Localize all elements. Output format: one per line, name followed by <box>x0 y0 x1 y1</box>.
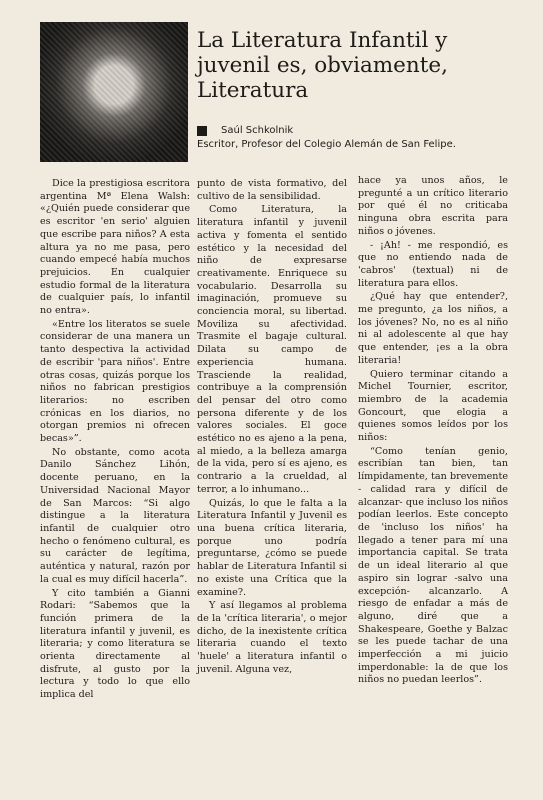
article-title: La Literatura Infantil y juvenil es, obviamente, Literatura <box>197 28 448 103</box>
column-1 <box>40 178 190 703</box>
paragraph: - ¡Ah! - me respondió, es que no entiendo nada de 'cabros' (textual) ni de literatura para ellos. <box>358 239 508 289</box>
paragraph: Y cito también a Gianni Rodari: “Sabemos que la función primera de la literatura infantil y juvenil, es literaria; y como literatura se orienta directamente al disfrute, al gusto por la lectura y todo lo que ello implica del <box>40 587 190 701</box>
paragraph: Y así llegamos al problema de la 'crítica literaria', o mejor dicho, de la inexistente crítica literaria cuando el texto 'huele' a literatura infantil o juvenil. Alguna vez, <box>197 600 347 675</box>
byline <box>197 124 517 152</box>
paragraph: hace ya unos años, le pregunté a un crítico literario por qué él no criticaba ninguna obra escrita para niños o jóvenes. <box>358 175 508 237</box>
paragraph: punto de vista formativo, del cultivo de la sensibilidad. <box>197 178 347 202</box>
paragraph: Quizás, lo que le falta a la Literatura Infantil y Juvenil es una buena crítica literaria, porque uno podría preguntarse, ¿cómo se puede hablar de Literatura Infantil si no existe una Crítica que la examine?. <box>197 497 347 598</box>
author-role: Escritor, Profesor del Colegio Alemán de San Felipe. <box>197 139 456 150</box>
paragraph: “Como tenían genio, escribían tan bien, tan límpidamente, tan brevemente - calidad rara y difícil de alcanzar- que incluso los niños podían leerlos. Este concepto de 'incluso los niños' ha llegado a tener para mí una importancia capital. Se trata de un ideal literario al que aspiro sin lograr -salvo una excepción- alcanzarlo. A riesgo de enfadar a más de alguno, diré que a Shakespeare, Goethe y Balzac se les puede tachar de una imperfección a mi juicio imperdonable: la de que los niños no puedan leerlos”. <box>358 445 508 686</box>
column-3 <box>358 175 508 688</box>
paragraph: Como Literatura, la literatura infantil y juvenil activa y fomenta el sentido estético y la necesidad del niño de expresarse creativamente. Enriquece su vocabulario. Desarrolla su imaginación, promueve su conciencia moral, su libertad. Moviliza su afectividad. Trasmite el bagaje cultural. Dilata su campo de experiencia humana. Trasciende la realidad, contribuye a la comprensión del pensar del otro como persona diferente y de los valores sociales. El goce estético no es ajeno a la pena, al miedo, a la belleza amarga de la vida, pero sí es ajeno, es contrario a la crueldad, al terror, a lo inhumano... <box>197 204 347 495</box>
paragraph: No obstante, como acota Danilo Sánchez Lihón, docente peruano, en la Universidad Nacional Mayor de San Marcos: “Si algo distingue a la literatura infantil de cualquier otro hecho o fenómeno cultural, es su carácter de legítima, auténtica y natural, razón por la cual es muy difícil hacerla”. <box>40 446 190 585</box>
paragraph: ¿Qué hay que entender?, me pregunto, ¿a los niños, a los jóvenes? No, no es al niño ni al adolescente al que hay que entender, ¡es a la obra literaria! <box>358 291 508 366</box>
author-name: Saúl Schkolnik <box>197 124 517 138</box>
author-photo <box>40 22 188 162</box>
paragraph: Quiero terminar citando a Michel Tournier, escritor, miembro de la academia Goncourt, que elogia a quienes somos leídos por los niños: <box>358 368 508 444</box>
paragraph: Dice la prestigiosa escritora argentina Mª Elena Walsh: «¿Quién puede considerar que es escritor 'en serio' alguien que escribe para niños? A esta altura ya no me pasa, pero cuando empecé había muchos prejuicios. En cualquier estudio formal de la literatura de cualquier país, lo infantil no entra». <box>40 178 190 317</box>
paragraph: «Entre los literatos se suele considerar de una manera un tanto despectiva la actividad de escribir 'para niños'. Entre otras cosas, quizás porque los niños no fabrican prestigios literarios: no escriben crónicas en los diarios, no otorgan premios ni ofrecen becas»”. <box>40 318 190 445</box>
column-2 <box>197 178 347 677</box>
